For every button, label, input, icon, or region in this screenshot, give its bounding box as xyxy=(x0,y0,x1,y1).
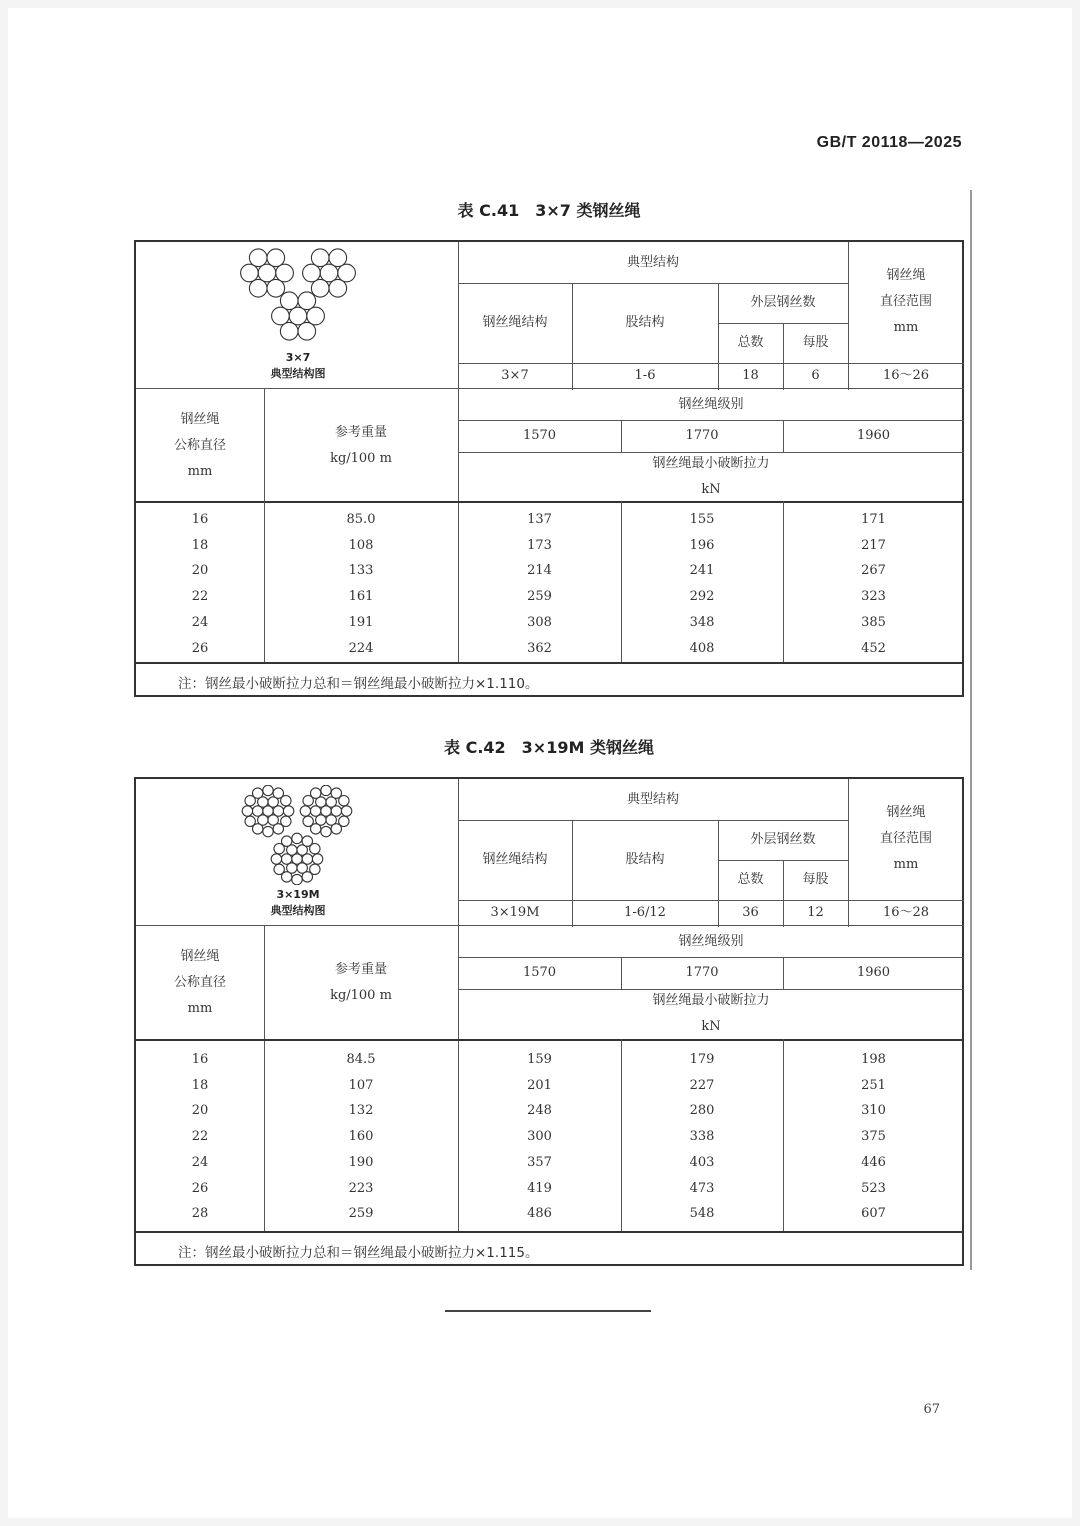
wire xyxy=(283,806,293,816)
data-column xyxy=(783,507,964,661)
table-cell: 217 xyxy=(861,537,886,553)
wire xyxy=(307,307,325,325)
table-caption: 表 C.42 3×19M 类钢丝绳 xyxy=(444,738,654,757)
table-cell: 24 xyxy=(191,614,209,630)
table-cell: 452 xyxy=(861,640,886,656)
table-cell: 171 xyxy=(861,512,886,527)
wire-core xyxy=(320,264,338,282)
wire xyxy=(331,824,341,834)
margin-rule xyxy=(970,190,972,1270)
diameter-range-label-1: 钢丝绳 xyxy=(886,268,926,283)
outer-wire-count-header: 外层钢丝数 xyxy=(750,295,816,310)
wire xyxy=(253,788,263,798)
wire xyxy=(241,264,259,282)
diameter-range-label-1: 钢丝绳 xyxy=(886,805,926,820)
wire xyxy=(249,279,267,297)
wire xyxy=(242,806,252,816)
diameter-range-value: 16～28 xyxy=(882,904,930,920)
wire xyxy=(263,785,273,795)
diagram-title: 3×7 xyxy=(285,351,311,364)
wire xyxy=(292,833,302,843)
table-cell: 16 xyxy=(191,1052,209,1067)
table-cell: 241 xyxy=(689,563,715,579)
wire xyxy=(302,872,312,882)
wire xyxy=(245,816,255,826)
diagram-subtitle: 典型结构图 xyxy=(270,367,326,380)
outer-total-value: 36 xyxy=(742,904,759,920)
data-column xyxy=(458,507,621,661)
table-cell: 22 xyxy=(191,1129,209,1145)
diameter-range-header xyxy=(848,799,964,879)
data-column xyxy=(264,507,458,661)
wire xyxy=(311,279,329,297)
rope-structure-value: 3×19M xyxy=(490,904,540,920)
wire xyxy=(298,292,316,310)
nominal-diameter-label-1: 钢丝绳 xyxy=(180,949,220,964)
table-cell: 419 xyxy=(527,1180,552,1196)
table-cell: 159 xyxy=(527,1052,552,1067)
table-cell: 16 xyxy=(191,512,209,527)
typical-structure-header: 典型结构 xyxy=(626,254,679,270)
nominal-diameter-label-1: 钢丝绳 xyxy=(180,411,220,427)
page-number: 67 xyxy=(923,1402,940,1417)
table-note: 注：钢丝最小破断拉力总和＝钢丝绳最小破断拉力×1.115。 xyxy=(178,1245,539,1261)
table-cell: 28 xyxy=(191,1206,209,1222)
wire xyxy=(267,279,285,297)
wire xyxy=(311,788,321,798)
rope-cross-section-diagram xyxy=(240,785,354,885)
wire-core xyxy=(258,264,276,282)
typical-structure-header: 典型结构 xyxy=(626,791,679,807)
rope-structure-header: 钢丝绳结构 xyxy=(482,315,548,330)
total-header: 总数 xyxy=(737,872,764,887)
table-cell: 308 xyxy=(527,614,552,630)
grade-header: 钢丝绳级别 xyxy=(678,934,744,949)
wire xyxy=(303,816,313,826)
grade-1770: 1770 xyxy=(685,428,719,443)
table-cell: 198 xyxy=(861,1052,886,1067)
nominal-diameter-header xyxy=(136,390,264,501)
table-note: 注：钢丝最小破断拉力总和＝钢丝绳最小破断拉力×1.110。 xyxy=(178,676,539,692)
table-cell: 248 xyxy=(527,1103,552,1119)
table-cell: 18 xyxy=(191,537,209,553)
wire xyxy=(271,854,281,864)
data-column xyxy=(136,507,264,661)
wire xyxy=(338,264,356,282)
weight-header xyxy=(264,927,458,1039)
diameter-range-unit: mm xyxy=(893,857,919,872)
data-column xyxy=(458,1047,621,1227)
nominal-diameter-header xyxy=(136,927,264,1039)
table-cell: 133 xyxy=(348,563,374,579)
table-cell: 486 xyxy=(527,1206,552,1222)
rope-structure-value: 3×7 xyxy=(501,367,529,383)
wire xyxy=(312,854,322,864)
force-unit: kN xyxy=(701,1019,721,1034)
wire xyxy=(321,826,331,836)
wire xyxy=(267,249,285,267)
data-column xyxy=(264,1047,458,1227)
table-cell: 259 xyxy=(527,589,552,605)
table-cell: 160 xyxy=(348,1129,374,1145)
min-breaking-force-header xyxy=(458,452,964,502)
table-cell: 259 xyxy=(348,1206,374,1222)
wire xyxy=(263,826,273,836)
table-cell: 24 xyxy=(191,1154,209,1170)
wire xyxy=(276,264,294,282)
strand-structure-value: 1-6/12 xyxy=(624,904,666,920)
table-cell: 323 xyxy=(861,589,886,605)
weight-label: 参考重量 xyxy=(334,424,387,440)
wire xyxy=(273,824,283,834)
table-cell: 548 xyxy=(689,1206,715,1222)
document-page xyxy=(8,8,1072,1518)
grade-1960: 1960 xyxy=(856,428,891,443)
table-cell: 26 xyxy=(191,640,209,656)
wire xyxy=(310,844,320,854)
strand-structure-value: 1-6 xyxy=(634,367,656,383)
min-breaking-force-header xyxy=(458,989,964,1039)
outer-per-strand-value: 6 xyxy=(811,367,820,383)
outer-wire-count-header: 外层钢丝数 xyxy=(750,832,816,847)
wire xyxy=(303,264,321,282)
table-cell: 137 xyxy=(527,512,552,527)
rope-table xyxy=(134,240,964,697)
wire xyxy=(339,796,349,806)
table-cell: 132 xyxy=(348,1103,374,1119)
table-cell: 523 xyxy=(861,1180,886,1196)
weight-unit: kg/100 m xyxy=(330,988,392,1003)
table-cell: 179 xyxy=(689,1052,715,1067)
per-strand-header: 每股 xyxy=(802,872,829,887)
total-header: 总数 xyxy=(737,335,764,350)
force-unit: kN xyxy=(701,482,721,497)
strand-structure-header: 股结构 xyxy=(625,315,665,330)
table-cell: 280 xyxy=(689,1103,715,1119)
table-cell: 22 xyxy=(191,589,209,605)
table-cell: 201 xyxy=(527,1077,552,1093)
table-cell: 85.0 xyxy=(346,512,376,527)
wire xyxy=(329,249,347,267)
table-cell: 20 xyxy=(191,1103,209,1119)
diameter-range-unit: mm xyxy=(893,320,919,335)
table-cell: 408 xyxy=(689,640,715,656)
diameter-range-label-2: 直径范围 xyxy=(879,294,932,309)
table-cell: 214 xyxy=(527,563,552,579)
table-cell: 223 xyxy=(348,1180,374,1196)
table-cell: 385 xyxy=(861,614,886,630)
nominal-diameter-label-2: 公称直径 xyxy=(173,975,226,990)
table-cell: 196 xyxy=(689,537,715,553)
table-cell: 108 xyxy=(348,537,374,553)
table-cell: 362 xyxy=(527,640,552,656)
wire xyxy=(282,836,292,846)
diameter-range-header xyxy=(848,262,964,342)
grade-1570: 1570 xyxy=(522,965,557,980)
rope-cross-section-diagram xyxy=(236,248,360,348)
nominal-diameter-label-2: 公称直径 xyxy=(173,437,226,453)
weight-header xyxy=(264,390,458,501)
table-cell: 84.5 xyxy=(346,1052,376,1067)
wire xyxy=(298,322,316,340)
weight-label: 参考重量 xyxy=(334,962,387,977)
nominal-diameter-unit: mm xyxy=(187,463,213,479)
table-cell: 267 xyxy=(861,563,886,579)
table-cell: 224 xyxy=(348,640,374,656)
table-cell: 227 xyxy=(689,1077,715,1093)
grade-1770: 1770 xyxy=(685,965,719,980)
table-cell: 375 xyxy=(861,1129,886,1145)
table-caption: 表 C.41 3×7 类钢丝绳 xyxy=(457,201,641,220)
wire xyxy=(341,806,351,816)
outer-total-value: 18 xyxy=(742,367,759,383)
table-cell: 607 xyxy=(861,1206,886,1222)
wire-core xyxy=(289,307,307,325)
footer-rule xyxy=(445,1310,651,1312)
grade-1570: 1570 xyxy=(522,428,557,443)
wire xyxy=(280,292,298,310)
wire xyxy=(292,874,302,884)
table-cell: 107 xyxy=(348,1077,374,1093)
per-strand-header: 每股 xyxy=(802,335,829,350)
rope-table xyxy=(134,777,964,1266)
data-column xyxy=(621,507,783,661)
min-breaking-force-label: 钢丝绳最小破断拉力 xyxy=(652,456,770,471)
table-cell: 190 xyxy=(348,1154,374,1170)
table-cell: 473 xyxy=(689,1180,715,1196)
grade-1960: 1960 xyxy=(856,965,891,980)
weight-unit: kg/100 m xyxy=(330,450,392,466)
table-cell: 348 xyxy=(689,614,715,630)
strand-structure-header: 股结构 xyxy=(625,852,665,867)
diagram-subtitle: 典型结构图 xyxy=(270,904,326,917)
table-cell: 292 xyxy=(689,589,715,605)
data-column xyxy=(783,1047,964,1227)
table-cell: 446 xyxy=(861,1154,886,1170)
outer-per-strand-value: 12 xyxy=(807,904,824,920)
wire xyxy=(274,864,284,874)
table-cell: 357 xyxy=(527,1154,552,1170)
table-cell: 251 xyxy=(861,1077,886,1093)
table-cell: 403 xyxy=(689,1154,715,1170)
table-cell: 191 xyxy=(348,614,374,630)
table-cell: 26 xyxy=(191,1180,209,1196)
table-cell: 155 xyxy=(689,512,715,527)
data-column xyxy=(136,1047,264,1227)
diagram-title: 3×19M xyxy=(276,888,320,901)
wire xyxy=(300,806,310,816)
grade-header: 钢丝绳级别 xyxy=(678,397,744,412)
wire xyxy=(249,249,267,267)
nominal-diameter-unit: mm xyxy=(187,1001,213,1016)
wire xyxy=(280,322,298,340)
wire xyxy=(272,307,290,325)
table-cell: 338 xyxy=(689,1129,715,1145)
min-breaking-force-label: 钢丝绳最小破断拉力 xyxy=(652,993,770,1008)
diameter-range-value: 16～26 xyxy=(882,367,930,383)
data-column xyxy=(621,1047,783,1227)
document-code: GB/T 20118—2025 xyxy=(816,134,962,151)
table-cell: 18 xyxy=(191,1077,209,1093)
table-cell: 161 xyxy=(348,589,374,605)
diameter-range-label-2: 直径范围 xyxy=(879,831,932,846)
wire xyxy=(311,249,329,267)
wire xyxy=(281,796,291,806)
rope-structure-header: 钢丝绳结构 xyxy=(482,852,548,867)
wire xyxy=(321,785,331,795)
table-cell: 310 xyxy=(861,1103,886,1119)
table-cell: 173 xyxy=(527,537,552,553)
table-cell: 20 xyxy=(191,563,209,579)
table-cell: 300 xyxy=(527,1129,552,1145)
wire xyxy=(329,279,347,297)
